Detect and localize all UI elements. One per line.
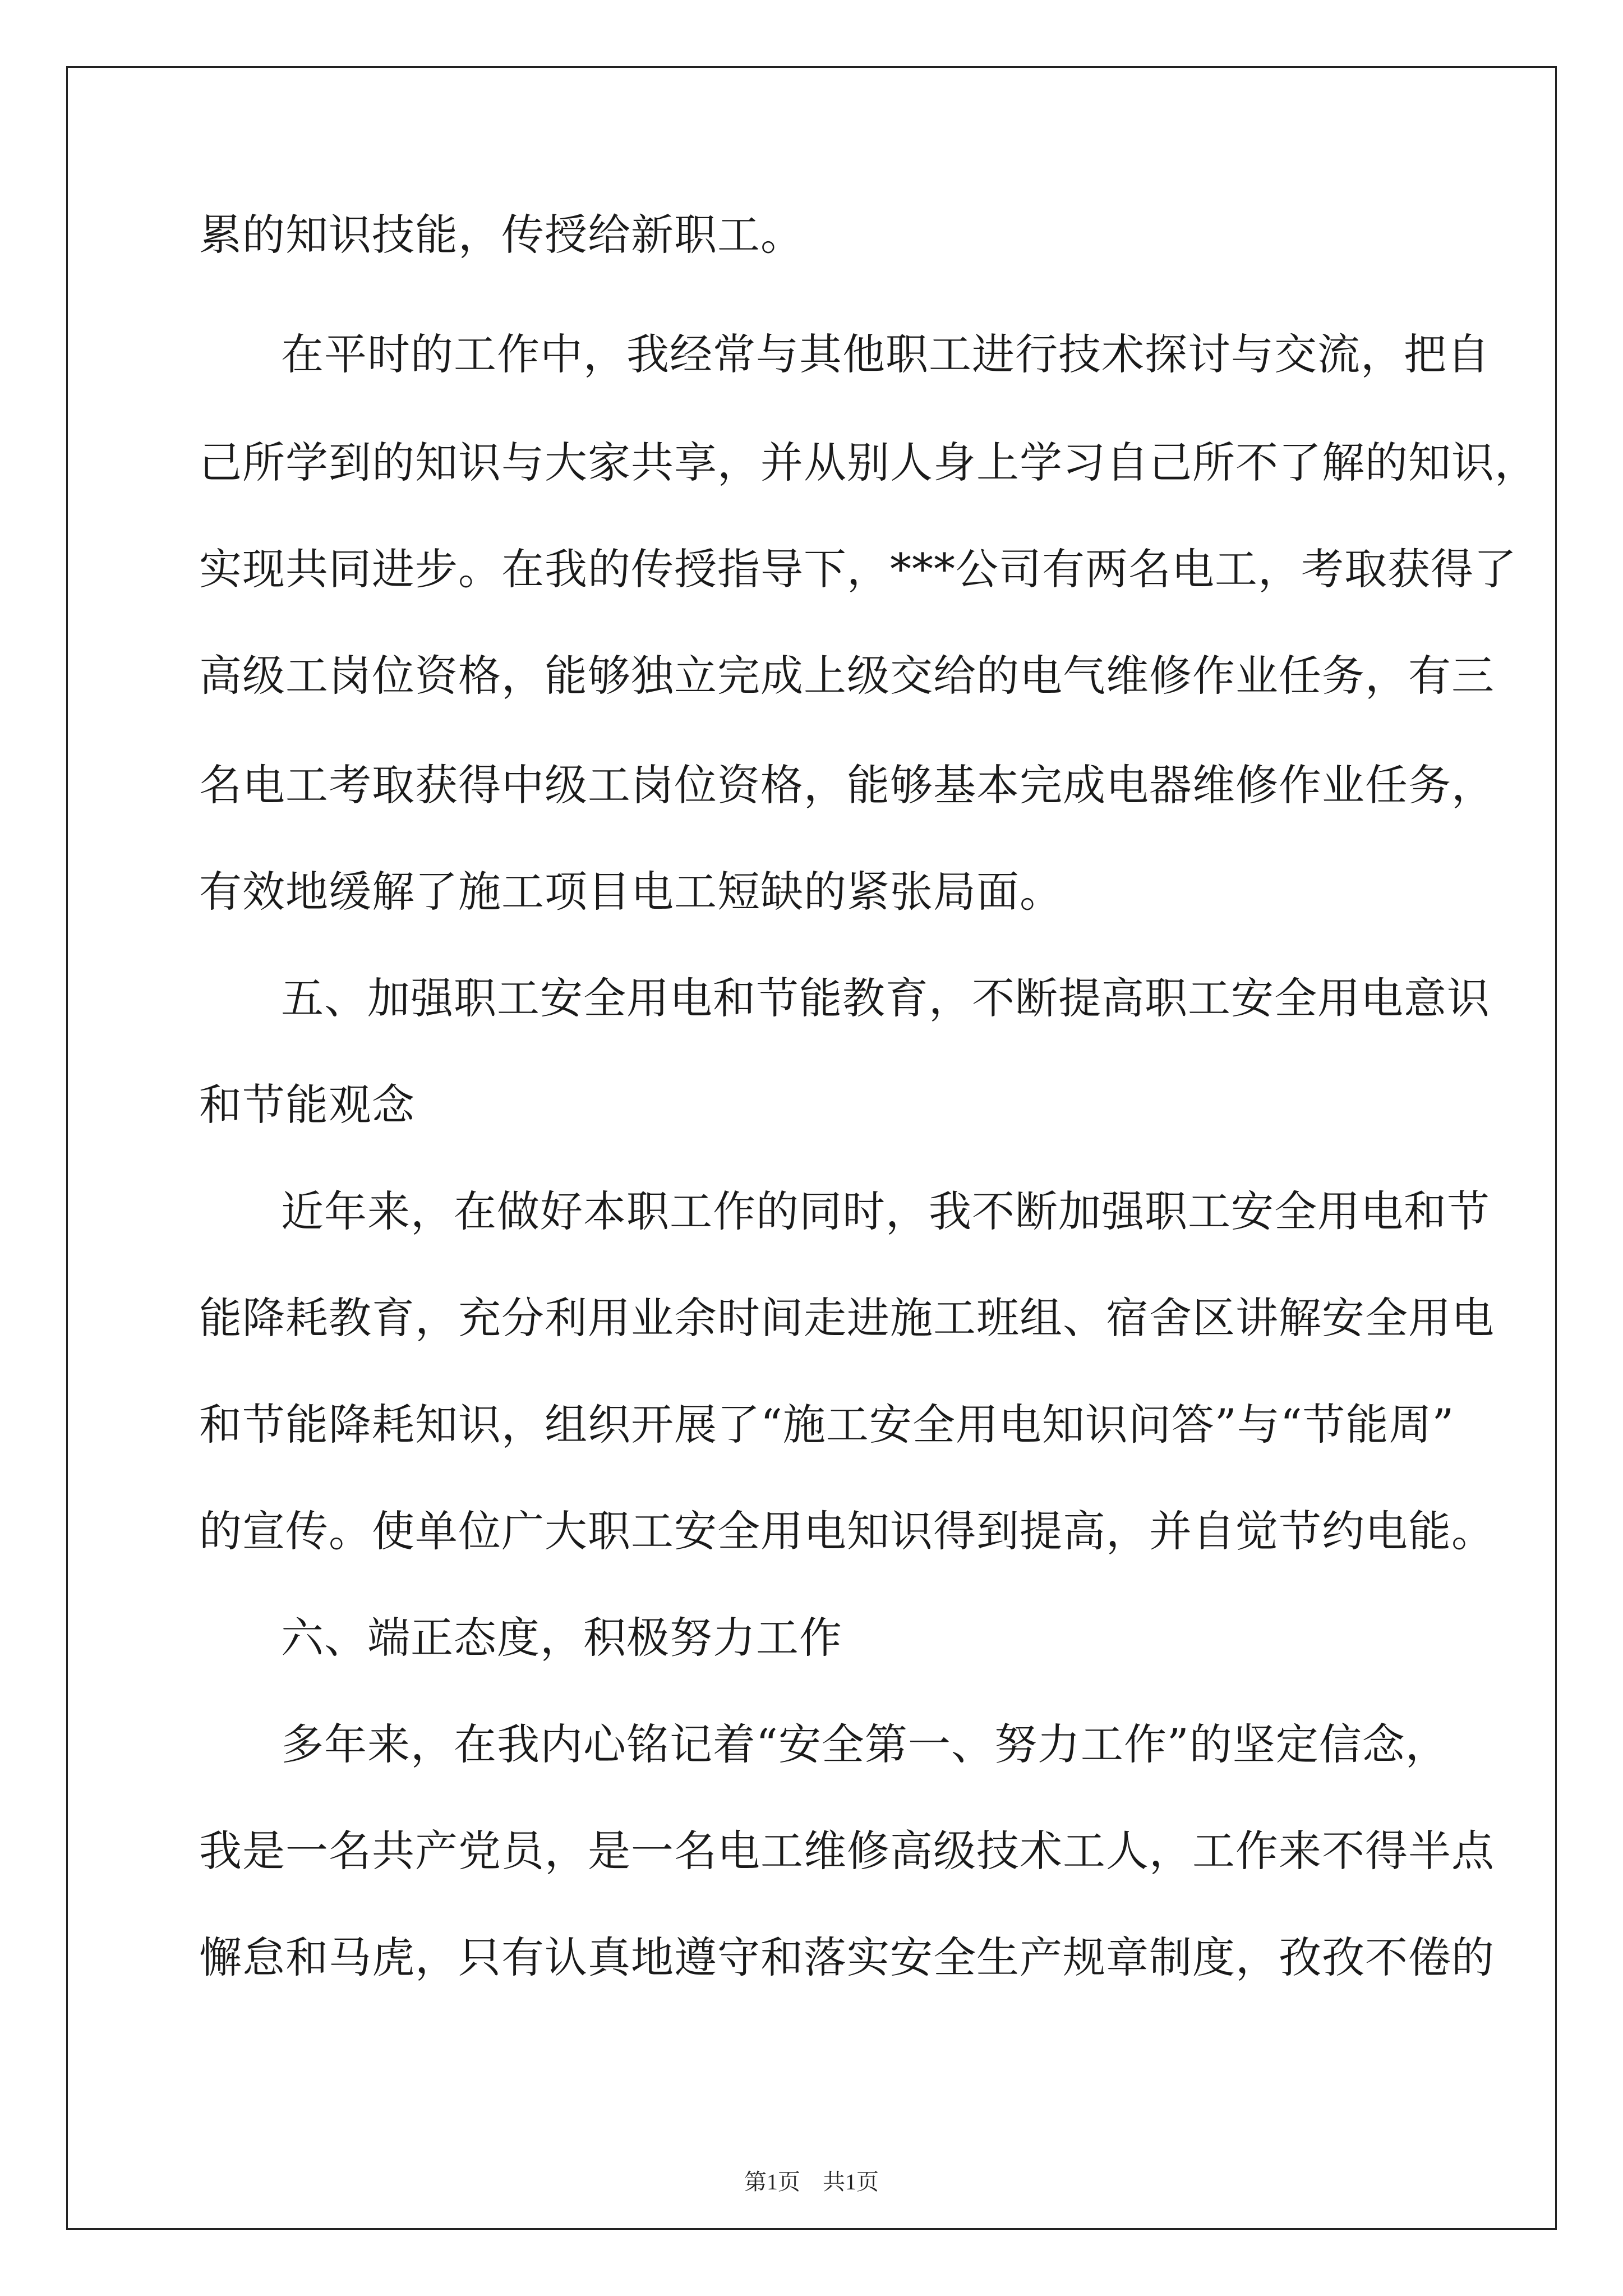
section-heading: 六、端正态度，积极努力工作 (281, 1613, 842, 1663)
text-line: 己所学到的知识与大家共享，并从别人身上学习自己所不了解的知识， (199, 438, 1538, 487)
section-heading-continued: 和节能观念 (199, 1080, 415, 1130)
text-line: 懈怠和马虎，只有认真地遵守和落实安全生产规章制度，孜孜不倦的 (199, 1932, 1495, 1982)
text-line: 的宣传。使单位广大职工安全用电知识得到提高，并自觉节约电能。 (199, 1506, 1495, 1556)
text-line: 能降耗教育，充分利用业余时间走进施工班组、宿舍区讲解安全用电 (199, 1293, 1495, 1343)
page-border (66, 66, 1557, 2230)
text-line: 在平时的工作中，我经常与其他职工进行技术探讨与交流，把自 (281, 329, 1490, 379)
text-line: 我是一名共产党员，是一名电工维修高级技术工人，工作来不得半点 (199, 1826, 1495, 1876)
page-footer: 第1页 共1页 (744, 2169, 879, 2194)
text-line: 多年来，在我内心铭记着“安全第一、努力工作”的坚定信念， (281, 1719, 1449, 1769)
text-line: 和节能降耗知识，组织开展了“施工安全用电知识问答”与“节能周” (199, 1400, 1455, 1450)
text-line: 名电工考取获得中级工岗位资格，能够基本完成电器维修作业任务， (199, 760, 1495, 810)
text-line: 实现共同进步。在我的传授指导下，***公司有两名电工，考取获得了 (199, 544, 1517, 594)
text-line: 高级工岗位资格，能够独立完成上级交给的电气维修作业任务，有三 (199, 651, 1495, 701)
text-line: 累的知识技能，传授给新职工。 (199, 210, 804, 260)
text-line: 有效地缓解了施工项目电工短缺的紧张局面。 (199, 867, 1063, 917)
text-line: 近年来，在做好本职工作的同时，我不断加强职工安全用电和节 (281, 1186, 1490, 1236)
section-heading: 五、加强职工安全用电和节能教育，不断提高职工安全用电意识 (281, 973, 1490, 1023)
